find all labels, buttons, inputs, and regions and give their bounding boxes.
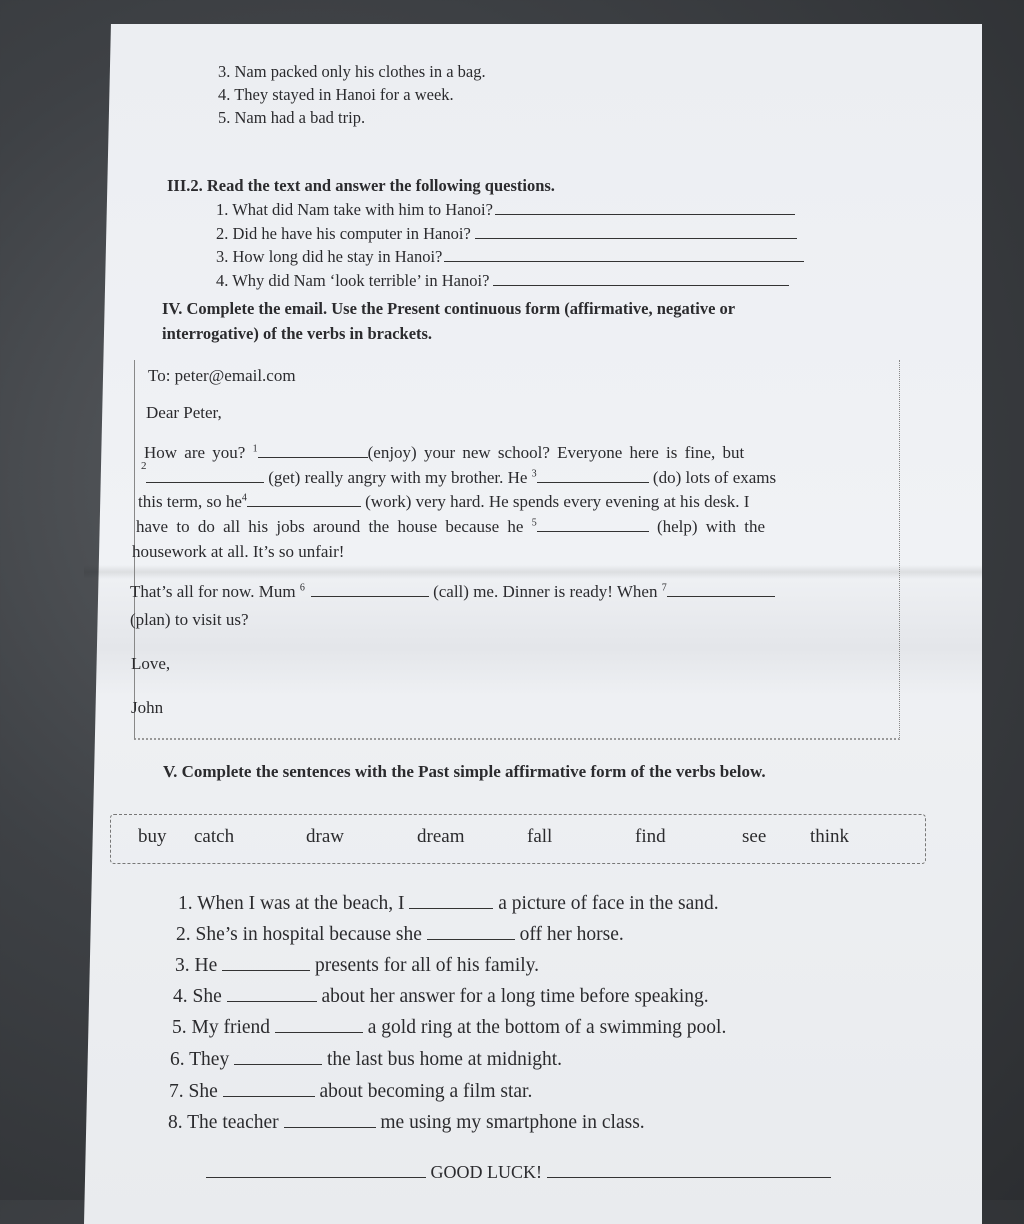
section-4-heading-1: IV. Complete the email. Use the Present continuous form (affirmative, negative or: [162, 299, 736, 318]
sentence-6: 6. They the last bus home at midnight.: [170, 1049, 563, 1070]
section-3-2-heading: III.2. Read the text and answer the following questions.: [167, 176, 555, 195]
email-line-2: (get) really angry with my brother. He $^3$ (do) lots of exams: [146, 468, 776, 488]
section-5-heading: V. Complete the sentences with the Past simple affirmative form of the verbs below.: [163, 762, 766, 781]
good-luck-text: GOOD LUCK!: [430, 1162, 542, 1182]
footer-line-right: [547, 1163, 831, 1178]
word-catch: catch: [194, 826, 235, 847]
email-blank-1[interactable]: [258, 443, 368, 458]
email-line-1: How are you? $^1$ (enjoy) your new school? Everyone here is fine, but: [144, 443, 745, 462]
email-blank-3[interactable]: [537, 468, 649, 483]
email-blank-4[interactable]: [247, 492, 361, 507]
statement-4: 5. Nam had a bad trip.: [218, 108, 366, 127]
gap-number-1: 1: [252, 443, 258, 455]
statement-2: 3. Nam packed only his clothes in a bag.: [218, 62, 486, 81]
gap-number-5: 5: [531, 517, 537, 529]
word-think: think: [810, 826, 850, 847]
gap-number-4: 4: [241, 492, 247, 504]
sentence-blank-6[interactable]: [234, 1050, 322, 1065]
question-4: 4. Why did Nam ‘look terrible’ in Hanoi?: [216, 271, 789, 291]
gap-number-7: 7: [661, 582, 667, 594]
word-dream: dream: [417, 826, 465, 847]
email-blank-7[interactable]: [667, 582, 775, 597]
email-line-4: have to do all his jobs around the house because he $^5$ (help) with the: [136, 517, 766, 536]
section-4-heading-2: interrogative) of the verbs in brackets.: [162, 324, 433, 343]
answer-blank-2[interactable]: [475, 224, 797, 239]
sentence-blank-2[interactable]: [427, 925, 515, 940]
email-blank-5[interactable]: [537, 517, 649, 532]
sentence-5: 5. My friend a gold ring at the bottom of a swimming pool.: [172, 1017, 727, 1038]
sentence-blank-1[interactable]: [409, 894, 493, 909]
email-line-5: housework at all. It’s so unfair!: [132, 542, 345, 561]
email-signature: John: [131, 698, 164, 717]
sentence-blank-3[interactable]: [222, 956, 310, 971]
question-1: 1. What did Nam take with him to Hanoi?: [216, 200, 795, 220]
gap-number-3: 3: [531, 468, 537, 480]
gap-number-2: 2: [141, 460, 147, 472]
word-find: find: [635, 826, 666, 847]
email-blank-2[interactable]: [146, 468, 264, 483]
question-2: 2. Did he have his computer in Hanoi?: [216, 224, 797, 244]
sentence-blank-5[interactable]: [275, 1018, 363, 1033]
footer: [206, 1162, 831, 1183]
sentence-2: 2. She’s in hospital because she off her horse.: [176, 924, 624, 945]
email-blank-6[interactable]: [311, 582, 429, 597]
sentence-blank-8[interactable]: [284, 1113, 376, 1128]
answer-blank-1[interactable]: [495, 200, 795, 215]
email-closing: Love,: [131, 654, 171, 673]
gap-number-6: 6: [299, 582, 305, 594]
sentence-4: 4. She about her answer for a long time before speaking.: [173, 986, 709, 1007]
answer-blank-4[interactable]: [493, 271, 789, 286]
sentence-7: 7. She about becoming a film star.: [169, 1081, 533, 1102]
email-line-6: That’s all for now. Mum $^6$ (call) me. Dinner is ready! When $^7$: [130, 582, 775, 602]
question-3: 3. How long did he stay in Hanoi?: [216, 247, 804, 267]
sentence-blank-7[interactable]: [223, 1082, 315, 1097]
sentence-1: 1. When I was at the beach, I a picture of face in the sand.: [178, 893, 719, 914]
word-buy: buy: [138, 826, 167, 847]
sentence-blank-4[interactable]: [227, 987, 317, 1002]
footer-line-left: [206, 1163, 426, 1178]
email-greeting: Dear Peter,: [146, 403, 222, 422]
word-see: see: [742, 826, 767, 847]
answer-blank-3[interactable]: [444, 247, 804, 262]
email-line-7: (plan) to visit us?: [130, 610, 249, 629]
email-line-3: this term, so $he^4$ (work) very hard. He spends every evening at his desk. I: [138, 492, 750, 511]
sentence-8: 8. The teacher me using my smartphone in class.: [168, 1112, 645, 1133]
email-to: To: peter@email.com: [148, 366, 296, 385]
word-fall: fall: [527, 826, 553, 847]
sentence-3: 3. He presents for all of his family.: [175, 955, 540, 976]
statement-3: 4. They stayed in Hanoi for a week.: [218, 85, 454, 104]
word-draw: draw: [306, 826, 344, 847]
